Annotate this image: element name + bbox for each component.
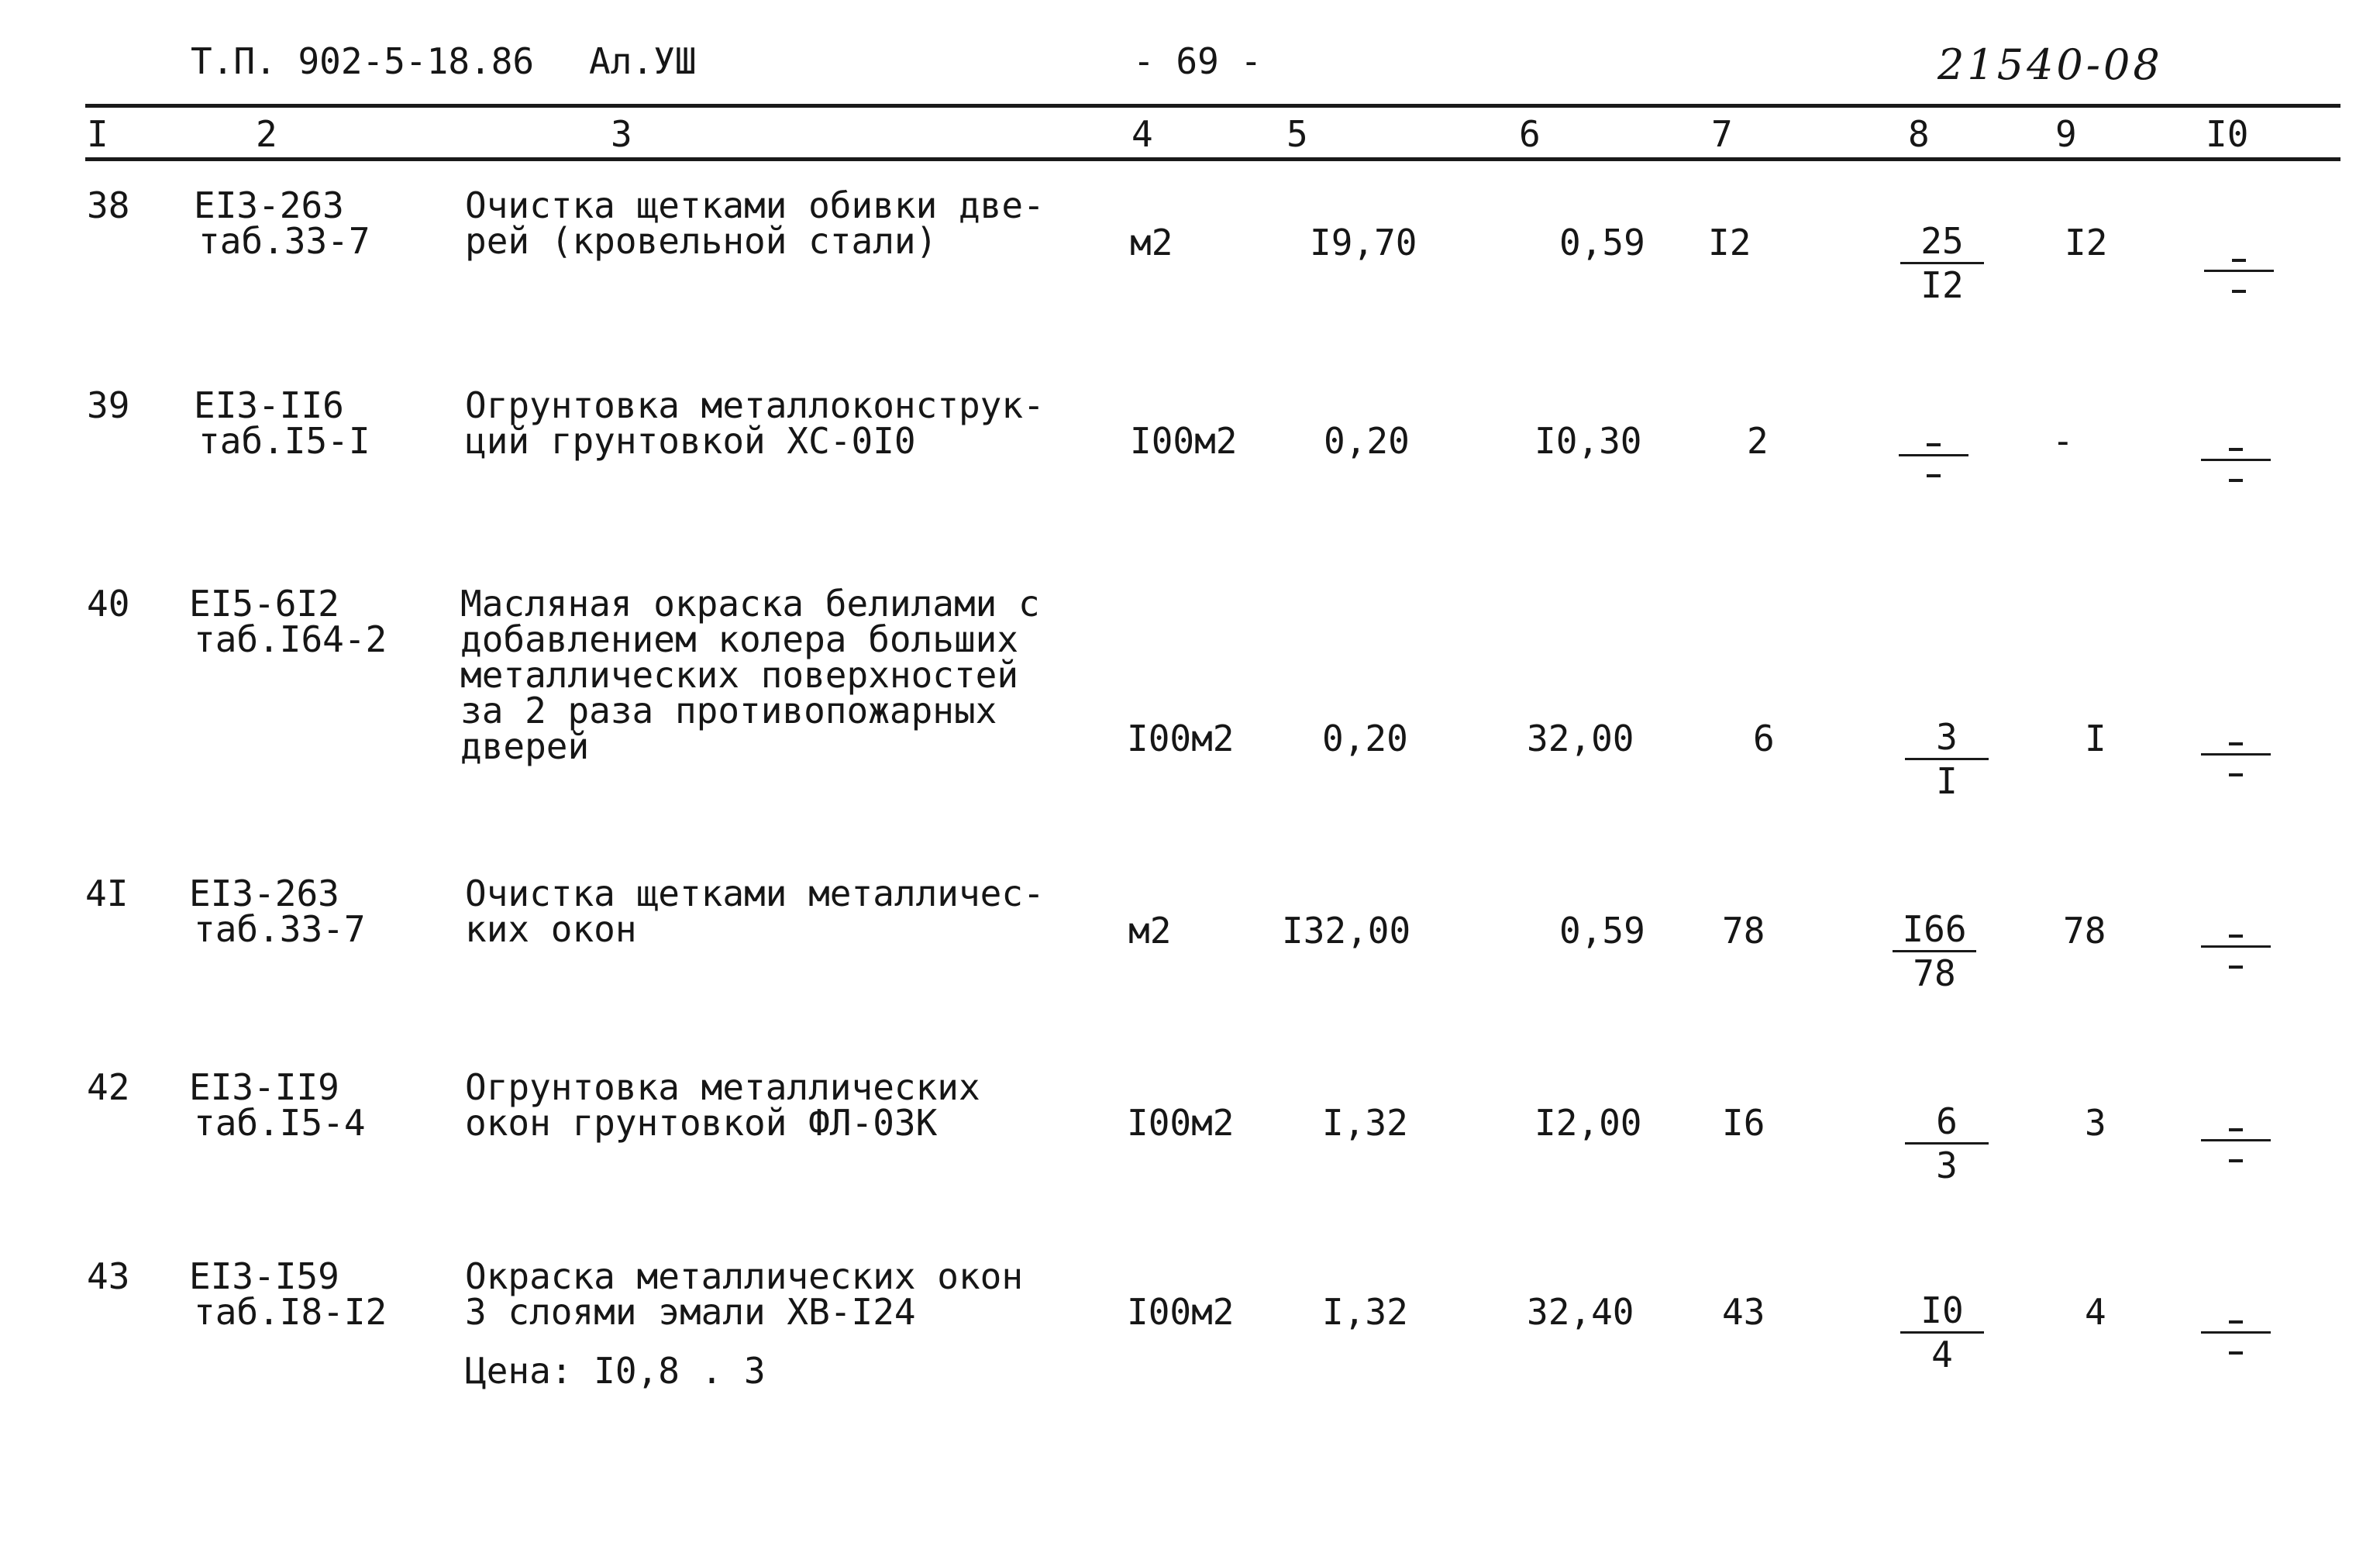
norm-code: EI3-II6 — [194, 384, 344, 426]
work-description: Окраска металлических окон 3 слоями эмали ХВ-I24 — [465, 1255, 1024, 1333]
column-number: 6 — [1519, 113, 1541, 155]
norm-table-ref: таб.33-7 — [194, 908, 366, 950]
quantity: I9,70 — [1310, 222, 1417, 263]
unit-price: I2,00 — [1534, 1102, 1642, 1144]
unit-price: 32,40 — [1527, 1291, 1634, 1333]
row-number: 43 — [87, 1255, 130, 1297]
column-number: I — [87, 113, 108, 155]
document-code: Т.П. 902-5-18.86 — [191, 40, 535, 82]
norm-table-ref: таб.I5-4 — [194, 1102, 366, 1144]
column-7-value: 6 — [1753, 718, 1775, 759]
norm-table-ref: таб.I64-2 — [194, 618, 387, 660]
unit: I00м2 — [1127, 718, 1235, 759]
quantity: I32,00 — [1282, 910, 1411, 952]
quantity: I,32 — [1322, 1102, 1408, 1144]
unit-price: I0,30 — [1534, 420, 1642, 462]
unit: I00м2 — [1127, 1102, 1235, 1144]
row-number: 39 — [87, 384, 130, 426]
row-number: 42 — [87, 1066, 130, 1108]
norm-code: EI3-II9 — [189, 1066, 339, 1108]
table-header-rule — [85, 157, 2340, 161]
column-9-value: - — [2052, 420, 2074, 462]
column-9-value: 78 — [2063, 910, 2106, 952]
table-top-rule — [85, 104, 2340, 108]
column-8-fraction — [1896, 1289, 1989, 1375]
unit-price: 0,59 — [1559, 222, 1645, 263]
column-7-value: 2 — [1747, 420, 1769, 462]
norm-code: EI3-263 — [189, 873, 339, 914]
column-8-fraction — [1900, 716, 1993, 802]
fraction-numerator: I66 — [1902, 908, 1967, 950]
fraction-denominator: I2 — [1920, 264, 1964, 306]
fraction-numerator: I0 — [1920, 1289, 1964, 1331]
album-label: Ал.УШ — [589, 40, 697, 82]
unit: м2 — [1130, 222, 1173, 263]
fraction-denominator: 4 — [1931, 1334, 1953, 1375]
fraction-denominator: I — [1936, 760, 1958, 802]
row-number: 4I — [85, 873, 129, 914]
quantity: 0,20 — [1324, 420, 1410, 462]
work-description: Очистка щетками обивки две- рей (кровельной стали) — [465, 184, 1045, 262]
column-9-value: I — [2085, 718, 2106, 759]
quantity: 0,20 — [1322, 718, 1408, 759]
column-9-value: 3 — [2085, 1102, 2106, 1144]
unit: I00м2 — [1130, 420, 1238, 462]
norm-table-ref: таб.I8-I2 — [194, 1291, 387, 1333]
price-note: Цена: I0,8 . 3 — [465, 1350, 766, 1392]
column-9-value: 4 — [2085, 1291, 2106, 1333]
column-number: 3 — [611, 113, 632, 155]
fraction-numerator: 25 — [1920, 220, 1964, 262]
column-8-fraction — [1896, 220, 1989, 306]
norm-table-ref: таб.I5-I — [198, 420, 370, 462]
fraction-denominator: 3 — [1936, 1145, 1958, 1186]
unit: м2 — [1128, 910, 1172, 952]
norm-code: EI3-I59 — [189, 1255, 339, 1297]
page-number: - 69 - — [1133, 40, 1262, 82]
norm-code: EI3-263 — [194, 184, 344, 226]
fraction-numerator: 3 — [1936, 716, 1958, 758]
column-number: 8 — [1908, 113, 1930, 155]
column-7-value: I6 — [1722, 1102, 1765, 1144]
column-8-fraction — [1900, 1100, 1993, 1186]
column-number: I0 — [2206, 113, 2249, 155]
row-number: 38 — [87, 184, 130, 226]
fraction-numerator: 6 — [1936, 1100, 1958, 1142]
column-number: 9 — [2055, 113, 2077, 155]
fraction-denominator: 78 — [1913, 952, 1956, 994]
handwritten-inventory-code: 21540-08 — [1937, 40, 2163, 89]
column-7-value: 78 — [1722, 910, 1765, 952]
row-number: 40 — [87, 583, 130, 625]
column-number: 7 — [1711, 113, 1733, 155]
norm-code: EI5-6I2 — [189, 583, 339, 625]
work-description: Огрунтовка металлических окон грунтовкой ФЛ-03К — [465, 1066, 980, 1144]
norm-table-ref: таб.33-7 — [198, 220, 370, 262]
unit-price: 0,59 — [1559, 910, 1645, 952]
work-description: Масляная окраска белилами с добавлением колера больших металлических поверхностей за 2 раза противопожарных дверей — [460, 583, 1040, 767]
column-number: 2 — [256, 113, 277, 155]
column-8-fraction — [1888, 908, 1981, 994]
column-7-value: I2 — [1708, 222, 1751, 263]
column-9-value: I2 — [2065, 222, 2108, 263]
column-number: 4 — [1131, 113, 1153, 155]
work-description: Огрунтовка металлоконструк- ций грунтовкой ХС-0I0 — [465, 384, 1045, 462]
column-number: 5 — [1286, 113, 1308, 155]
unit: I00м2 — [1127, 1291, 1235, 1333]
unit-price: 32,00 — [1527, 718, 1634, 759]
work-description: Очистка щетками металличес- ких окон — [465, 873, 1045, 950]
quantity: I,32 — [1322, 1291, 1408, 1333]
column-7-value: 43 — [1722, 1291, 1765, 1333]
